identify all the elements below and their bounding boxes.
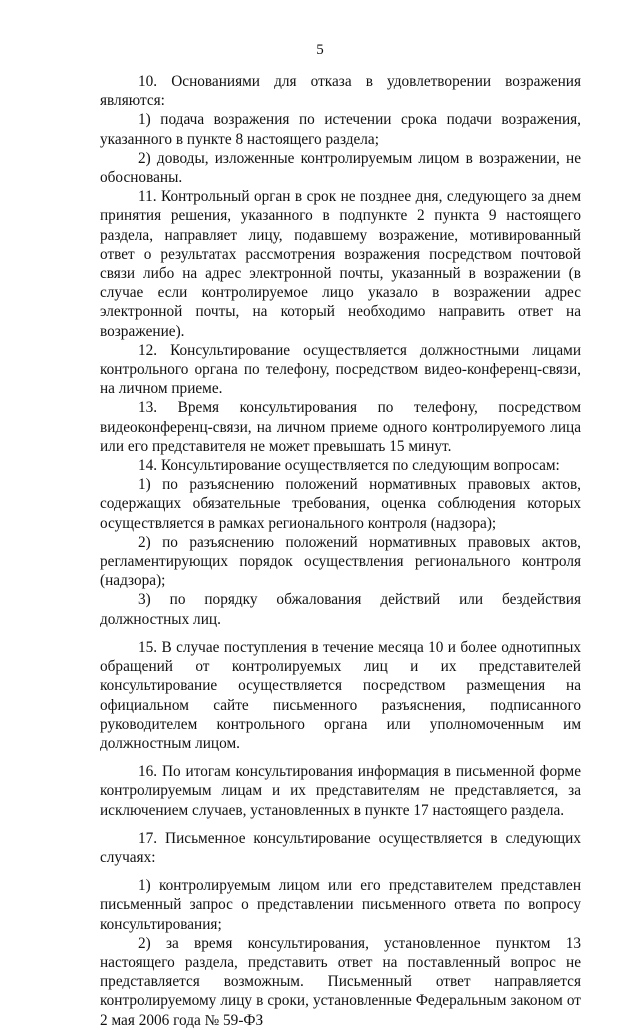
paragraph-15: 15. В случае поступления в течение месяца 10 и более однотипных обращений от контролируемых лиц и их представителей консультирование осуществляется посредством размещения на официальном сайте письменного разъяснения, подписанного руководителем контрольного органа или уполномоченным им должностным лицом.: [100, 638, 581, 752]
paragraph-12: 12. Консультирование осуществляется должностными лицами контрольного органа по телефону, посредством видео-конференц-связи, на личном приеме.: [100, 341, 581, 398]
paragraph-10-item-1: 1) подача возражения по истечении срока подачи возражения, указанного в пункте 8 настоящего раздела;: [100, 111, 581, 148]
paragraph-14-item-2: 2) по разъяснению положений нормативных правовых актов, регламентирующих порядок осуществления регионального контроля (надзора);: [100, 533, 581, 590]
paragraph-10: 10. Основаниями для отказа в удовлетворении возражения являются:: [100, 73, 581, 110]
paragraph-14-item-1: 1) по разъяснению положений нормативных правовых актов, содержащих обязательные требования, оценка соблюдения которых осуществляется в рамках регионального контроля (надзора);: [100, 476, 581, 532]
paragraph-17-item-1: 1) контролируемым лицом или его представителем представлен письменный запрос о представлении письменного ответа по вопросу консультирования;: [100, 877, 581, 933]
page-number: 5: [316, 42, 324, 58]
paragraph-10-item-2: 2) доводы, изложенные контролируемым лицом в возражении, не обоснованы.: [100, 149, 581, 187]
document-body: [100, 72, 581, 1030]
paragraph-17: 17. Письменное консультирование осуществляется в следующих случаях:: [100, 829, 581, 866]
paragraph-11: 11. Контрольный орган в срок не позднее дня, следующего за днем принятия решения, указанного в подпункте 2 пункта 9 настоящего раздела, направляет лицу, подавшему возражение, мотивированный ответ о результатах рассмотрения возражения посредством почтовой связи либо на адрес электронной почты, указанный в возражении (в случае если контролируемое лицо указало в возражении адрес электронной почты, на который необходимо направить ответ на возражение).: [100, 188, 581, 340]
paragraph-16: 16. По итогам консультирования информация в письменной форме контролируемым лицам и их представителям не представляется, за исключением случаев, установленных в пункте 17 настоящего раздела.: [100, 763, 581, 819]
paragraph-14: 14. Консультирование осуществляется по следующим вопросам:: [138, 457, 560, 475]
paragraph-13: 13. Время консультирования по телефону, посредством видеоконференц-связи, на личном приеме одного контролируемого лица или его представителя не может превышать 15 минут.: [100, 399, 581, 455]
paragraph-17-item-2: 2) за время консультирования, установленное пунктом 13 настоящего раздела, представить ответ на поставленный вопрос не представляется возможным. Письменный ответ направляется контролируемому лицу в сроки, установленные Федеральным законом от 2 мая 2006 года № 59-ФЗ: [100, 934, 581, 1029]
paragraph-14-item-3: 3) по порядку обжалования действий или бездействия должностных лиц.: [100, 591, 581, 628]
